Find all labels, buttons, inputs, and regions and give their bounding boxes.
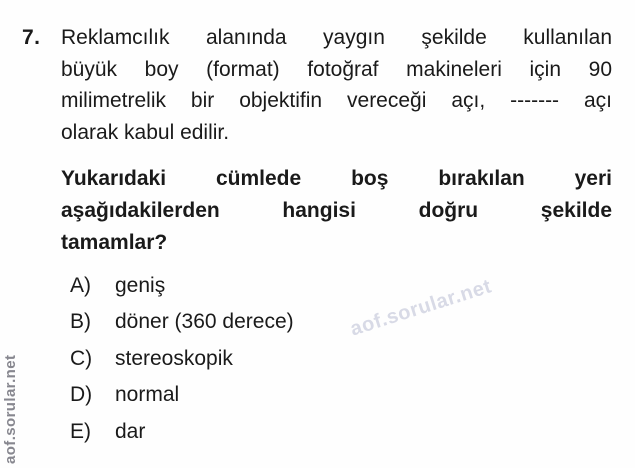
- option-e-letter: E): [70, 419, 91, 443]
- option-a-letter: A): [70, 274, 91, 297]
- question-body: [61, 22, 612, 148]
- question-block: [22, 22, 612, 148]
- option-d-text: normal: [115, 383, 180, 407]
- question-body-line: milimetrelik bir objektifin vereceği açı, ------- açı: [61, 89, 612, 112]
- option-e: [70, 414, 520, 450]
- question-stem: [61, 163, 612, 259]
- question-body-line: olarak kabul edilir.: [61, 120, 230, 144]
- watermark-diagonal: aof.sorular.net: [347, 275, 495, 341]
- option-b-letter: B): [70, 310, 91, 334]
- option-c-text: stereoskopik: [115, 346, 233, 370]
- option-d-letter: D): [70, 383, 93, 407]
- watermark-vertical: aof.sorular.net: [2, 354, 19, 464]
- question-body-line: Reklamcılık alanında yaygın şekilde kullanılan: [61, 26, 612, 49]
- option-a-text: geniş: [115, 274, 166, 297]
- question-body-line: büyük boy (format) fotoğraf makineleri için 90: [61, 57, 612, 81]
- question-stem-line: Yukarıdaki cümlede boş bırakılan yeri: [61, 167, 612, 190]
- question-number: 7.: [22, 26, 41, 49]
- option-b-text: döner (360 derece): [115, 310, 294, 334]
- question-stem-line: aşağıdakilerden hangisi doğru şekilde: [61, 199, 612, 222]
- option-e-text: dar: [115, 419, 146, 443]
- option-d: [70, 377, 520, 413]
- option-c-letter: C): [70, 346, 93, 370]
- question-stem-line: tamamlar?: [61, 231, 168, 254]
- option-c: [70, 341, 520, 377]
